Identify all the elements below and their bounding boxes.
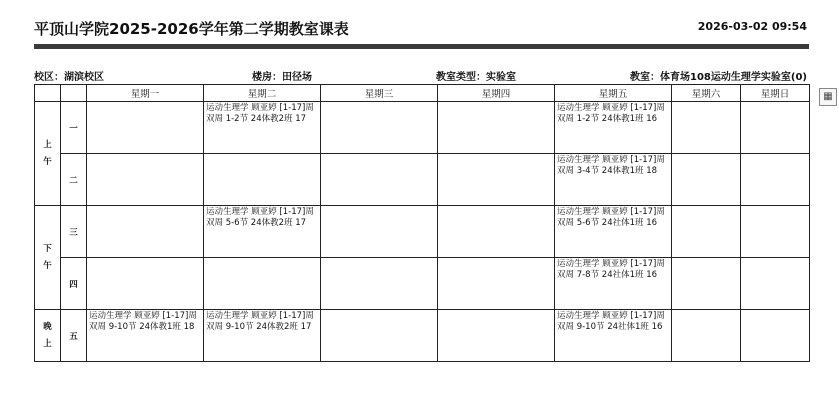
- day-header: 星期三: [321, 85, 438, 102]
- course-cell[interactable]: 运动生理学 顾亚婷 [1-17]周 双周 1-2节 24体教2班 17: [206, 103, 314, 124]
- course-cell[interactable]: [672, 154, 740, 205]
- table-row: [35, 102, 810, 154]
- course-cell[interactable]: [741, 154, 809, 205]
- course-cell[interactable]: [741, 258, 809, 309]
- print-timestamp: 2026-03-02 09:54: [697, 20, 807, 33]
- day-header: 星期一: [87, 85, 204, 102]
- day-header: 星期日: [741, 85, 810, 102]
- course-cell[interactable]: [87, 154, 203, 205]
- course-cell[interactable]: [741, 310, 809, 361]
- period-label: 四: [61, 258, 87, 310]
- day-header: 星期二: [204, 85, 321, 102]
- day-header: 星期五: [555, 85, 672, 102]
- page-title: 平顶山学院2025-2026学年第二学期教室课表: [34, 20, 349, 38]
- half-day-label: 晚 上: [35, 310, 61, 362]
- course-cell[interactable]: 运动生理学 顾亚婷 [1-17]周 双周 5-6节 24体教2班 17: [206, 207, 314, 228]
- table-row: [35, 310, 810, 362]
- course-cell[interactable]: [204, 154, 320, 205]
- corner-cell: [35, 85, 61, 102]
- room-type-label: 教室类型：实验室: [436, 72, 516, 83]
- period-label: 二: [61, 154, 87, 206]
- course-cell[interactable]: [321, 154, 437, 205]
- table-row: [35, 154, 810, 206]
- course-cell[interactable]: [321, 258, 437, 309]
- day-header: 星期四: [438, 85, 555, 102]
- course-cell[interactable]: [438, 258, 554, 309]
- course-cell[interactable]: 运动生理学 顾亚婷 [1-17]周 双周 9-10节 24社体1班 16: [557, 311, 665, 332]
- course-cell[interactable]: [741, 102, 809, 153]
- period-label: 一: [61, 102, 87, 154]
- course-cell[interactable]: [321, 206, 437, 257]
- course-cell[interactable]: [438, 310, 554, 361]
- course-cell[interactable]: [87, 258, 203, 309]
- course-cell[interactable]: [321, 310, 437, 361]
- course-cell[interactable]: [438, 102, 554, 153]
- period-label: 三: [61, 206, 87, 258]
- course-cell[interactable]: [87, 206, 203, 257]
- header-divider: [34, 44, 809, 49]
- half-day-label: 下 午: [35, 206, 61, 310]
- course-cell[interactable]: [438, 154, 554, 205]
- timetable: [34, 84, 810, 362]
- course-cell[interactable]: 运动生理学 顾亚婷 [1-17]周 双周 9-10节 24体教1班 18: [89, 311, 197, 332]
- course-cell[interactable]: [321, 102, 437, 153]
- course-cell[interactable]: 运动生理学 顾亚婷 [1-17]周 双周 7-8节 24社体1班 16: [557, 259, 665, 280]
- corner-cell: [61, 85, 87, 102]
- day-header: 星期六: [672, 85, 741, 102]
- grid-icon[interactable]: ▦: [819, 88, 837, 106]
- course-cell[interactable]: [672, 258, 740, 309]
- building-label: 楼房：田径场: [252, 72, 312, 83]
- course-cell[interactable]: [204, 258, 320, 309]
- course-cell[interactable]: 运动生理学 顾亚婷 [1-17]周 双周 3-4节 24体教1班 18: [557, 155, 665, 176]
- course-cell[interactable]: [438, 206, 554, 257]
- table-row: [35, 206, 810, 258]
- course-cell[interactable]: [87, 102, 203, 153]
- course-cell[interactable]: [672, 206, 740, 257]
- period-label: 五: [61, 310, 87, 362]
- campus-label: 校区：湖滨校区: [34, 72, 104, 83]
- header-row: [35, 85, 810, 102]
- course-cell[interactable]: [672, 102, 740, 153]
- course-cell[interactable]: [672, 310, 740, 361]
- course-cell[interactable]: 运动生理学 顾亚婷 [1-17]周 双周 9-10节 24体教2班 17: [206, 311, 314, 332]
- room-label: 教室：体育场108运动生理学实验室(0): [630, 72, 807, 83]
- course-cell[interactable]: 运动生理学 顾亚婷 [1-17]周 双周 5-6节 24社体1班 16: [557, 207, 665, 228]
- course-cell[interactable]: [741, 206, 809, 257]
- half-day-label: 上 午: [35, 102, 61, 206]
- table-row: [35, 258, 810, 310]
- course-cell[interactable]: 运动生理学 顾亚婷 [1-17]周 双周 1-2节 24体教1班 16: [557, 103, 665, 124]
